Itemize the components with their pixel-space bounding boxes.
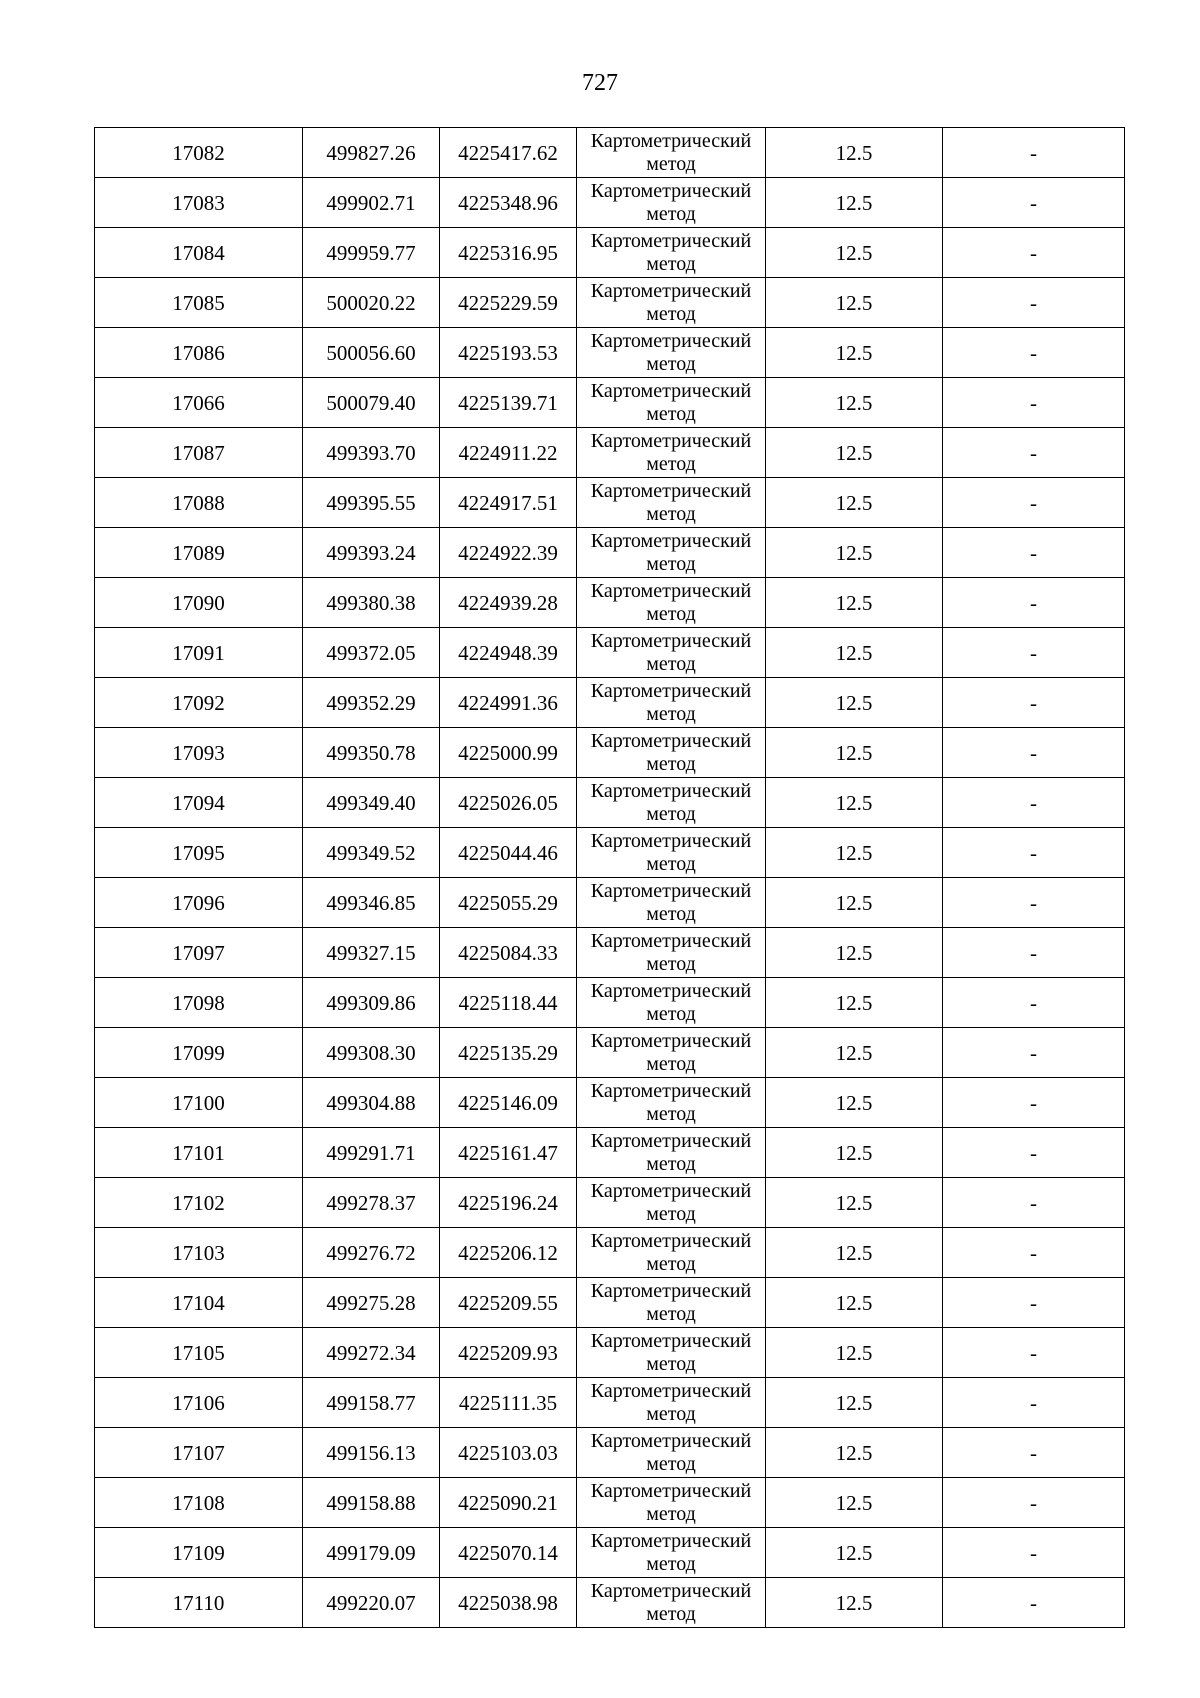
method-line-1: Картометрический [590,279,752,302]
x-coordinate-cell: 499352.29 [303,678,440,728]
table-row [95,178,1125,228]
y-coordinate-cell: 4225038.98 [440,1578,577,1628]
method-cell [577,378,766,428]
method-line-1: Картометрический [590,1529,752,1552]
method-line-2: метод [646,552,696,575]
method-line-2: метод [646,352,696,375]
method-line-2: метод [646,1452,696,1475]
y-coordinate-cell: 4225111.35 [440,1378,577,1428]
accuracy-cell: 12.5 [766,1578,943,1628]
table-row [95,828,1125,878]
method-line-2: метод [646,502,696,525]
method-cell [577,878,766,928]
y-coordinate-cell: 4225206.12 [440,1228,577,1278]
table-row [95,1478,1125,1528]
method-line-1: Картометрический [590,1229,752,1252]
table-row [95,578,1125,628]
note-cell: - [943,1078,1125,1128]
accuracy-cell: 12.5 [766,1378,943,1428]
point-id-cell: 17092 [95,678,303,728]
x-coordinate-cell: 499158.77 [303,1378,440,1428]
method-cell [577,978,766,1028]
x-coordinate-cell: 499278.37 [303,1178,440,1228]
point-id-cell: 17097 [95,928,303,978]
note-cell: - [943,1428,1125,1478]
point-id-cell: 17066 [95,378,303,428]
y-coordinate-cell: 4225044.46 [440,828,577,878]
method-cell [577,528,766,578]
note-cell: - [943,778,1125,828]
table-row [95,278,1125,328]
note-cell: - [943,378,1125,428]
note-cell: - [943,1278,1125,1328]
table-row [95,628,1125,678]
method-line-1: Картометрический [590,479,752,502]
table-row [95,928,1125,978]
page-number: 727 [582,70,618,96]
method-line-2: метод [646,402,696,425]
note-cell: - [943,628,1125,678]
x-coordinate-cell: 499350.78 [303,728,440,778]
note-cell: - [943,328,1125,378]
x-coordinate-cell: 499304.88 [303,1078,440,1128]
method-line-2: метод [646,1152,696,1175]
method-cell [577,128,766,178]
accuracy-cell: 12.5 [766,1478,943,1528]
y-coordinate-cell: 4225070.14 [440,1528,577,1578]
point-id-cell: 17103 [95,1228,303,1278]
method-cell [577,728,766,778]
point-id-cell: 17105 [95,1328,303,1378]
accuracy-cell: 12.5 [766,1328,943,1378]
y-coordinate-cell: 4225229.59 [440,278,577,328]
y-coordinate-cell: 4225118.44 [440,978,577,1028]
method-line-1: Картометрический [590,1029,752,1052]
note-cell: - [943,1328,1125,1378]
table-row [95,1378,1125,1428]
accuracy-cell: 12.5 [766,628,943,678]
x-coordinate-cell: 500056.60 [303,328,440,378]
point-id-cell: 17095 [95,828,303,878]
x-coordinate-cell: 500020.22 [303,278,440,328]
method-line-2: метод [646,702,696,725]
y-coordinate-cell: 4224911.22 [440,428,577,478]
table-row [95,778,1125,828]
note-cell: - [943,728,1125,778]
method-line-2: метод [646,802,696,825]
method-line-2: метод [646,252,696,275]
x-coordinate-cell: 499380.38 [303,578,440,628]
method-line-2: метод [646,852,696,875]
table-row [95,1128,1125,1178]
note-cell: - [943,928,1125,978]
method-cell [577,1578,766,1628]
x-coordinate-cell: 499291.71 [303,1128,440,1178]
note-cell: - [943,128,1125,178]
method-cell [577,828,766,878]
accuracy-cell: 12.5 [766,928,943,978]
method-cell [577,1428,766,1478]
accuracy-cell: 12.5 [766,778,943,828]
x-coordinate-cell: 499309.86 [303,978,440,1028]
x-coordinate-cell: 499156.13 [303,1428,440,1478]
y-coordinate-cell: 4225084.33 [440,928,577,978]
point-id-cell: 17108 [95,1478,303,1528]
method-cell [577,1278,766,1328]
table-row [95,1228,1125,1278]
accuracy-cell: 12.5 [766,178,943,228]
method-line-1: Картометрический [590,679,752,702]
table-row [95,228,1125,278]
method-line-1: Картометрический [590,1479,752,1502]
y-coordinate-cell: 4225209.55 [440,1278,577,1328]
x-coordinate-cell: 499902.71 [303,178,440,228]
accuracy-cell: 12.5 [766,1228,943,1278]
method-cell [577,178,766,228]
method-line-2: метод [646,1602,696,1625]
method-line-1: Картометрический [590,1379,752,1402]
method-line-2: метод [646,302,696,325]
method-line-1: Картометрический [590,729,752,752]
method-line-1: Картометрический [590,929,752,952]
method-cell [577,1328,766,1378]
x-coordinate-cell: 500079.40 [303,378,440,428]
point-id-cell: 17099 [95,1028,303,1078]
note-cell: - [943,1028,1125,1078]
method-line-2: метод [646,1202,696,1225]
method-line-2: метод [646,1402,696,1425]
coordinates-table [94,127,1125,1628]
note-cell: - [943,1578,1125,1628]
method-line-1: Картометрический [590,829,752,852]
accuracy-cell: 12.5 [766,378,943,428]
method-line-1: Картометрический [590,229,752,252]
method-cell [577,228,766,278]
note-cell: - [943,828,1125,878]
accuracy-cell: 12.5 [766,428,943,478]
accuracy-cell: 12.5 [766,128,943,178]
table-row [95,428,1125,478]
y-coordinate-cell: 4225196.24 [440,1178,577,1228]
method-line-2: метод [646,1552,696,1575]
method-line-1: Картометрический [590,1079,752,1102]
method-cell [577,578,766,628]
accuracy-cell: 12.5 [766,578,943,628]
y-coordinate-cell: 4224991.36 [440,678,577,728]
method-line-1: Картометрический [590,879,752,902]
accuracy-cell: 12.5 [766,728,943,778]
method-line-2: метод [646,652,696,675]
method-line-1: Картометрический [590,179,752,202]
x-coordinate-cell: 499959.77 [303,228,440,278]
method-cell [577,1078,766,1128]
x-coordinate-cell: 499327.15 [303,928,440,978]
method-cell [577,1378,766,1428]
method-line-1: Картометрический [590,779,752,802]
y-coordinate-cell: 4224917.51 [440,478,577,528]
point-id-cell: 17087 [95,428,303,478]
table-row [95,878,1125,928]
point-id-cell: 17082 [95,128,303,178]
method-line-2: метод [646,902,696,925]
note-cell: - [943,578,1125,628]
table-row [95,1078,1125,1128]
note-cell: - [943,1528,1125,1578]
x-coordinate-cell: 499308.30 [303,1028,440,1078]
table-row [95,1428,1125,1478]
note-cell: - [943,678,1125,728]
method-line-2: метод [646,452,696,475]
table-row [95,528,1125,578]
y-coordinate-cell: 4224922.39 [440,528,577,578]
method-cell [577,1228,766,1278]
method-line-2: метод [646,1302,696,1325]
method-cell [577,628,766,678]
table-row [95,1028,1125,1078]
accuracy-cell: 12.5 [766,1078,943,1128]
point-id-cell: 17106 [95,1378,303,1428]
x-coordinate-cell: 499276.72 [303,1228,440,1278]
method-cell [577,1528,766,1578]
method-line-2: метод [646,952,696,975]
method-cell [577,1178,766,1228]
method-line-1: Картометрический [590,329,752,352]
table-row [95,128,1125,178]
table-row [95,978,1125,1028]
x-coordinate-cell: 499372.05 [303,628,440,678]
method-line-1: Картометрический [590,1329,752,1352]
accuracy-cell: 12.5 [766,1528,943,1578]
y-coordinate-cell: 4224948.39 [440,628,577,678]
point-id-cell: 17093 [95,728,303,778]
point-id-cell: 17089 [95,528,303,578]
table-row [95,1178,1125,1228]
y-coordinate-cell: 4225000.99 [440,728,577,778]
y-coordinate-cell: 4225146.09 [440,1078,577,1128]
method-line-1: Картометрический [590,629,752,652]
table-row [95,678,1125,728]
method-line-1: Картометрический [590,129,752,152]
y-coordinate-cell: 4225090.21 [440,1478,577,1528]
note-cell: - [943,428,1125,478]
note-cell: - [943,178,1125,228]
accuracy-cell: 12.5 [766,978,943,1028]
x-coordinate-cell: 499395.55 [303,478,440,528]
point-id-cell: 17102 [95,1178,303,1228]
y-coordinate-cell: 4225316.95 [440,228,577,278]
x-coordinate-cell: 499158.88 [303,1478,440,1528]
x-coordinate-cell: 499179.09 [303,1528,440,1578]
method-cell [577,678,766,728]
method-cell [577,1128,766,1178]
point-id-cell: 17083 [95,178,303,228]
note-cell: - [943,528,1125,578]
note-cell: - [943,978,1125,1028]
point-id-cell: 17096 [95,878,303,928]
method-line-2: метод [646,1502,696,1525]
accuracy-cell: 12.5 [766,1278,943,1328]
point-id-cell: 17090 [95,578,303,628]
accuracy-cell: 12.5 [766,228,943,278]
coordinates-table-body [95,128,1125,1628]
note-cell: - [943,1378,1125,1428]
note-cell: - [943,1128,1125,1178]
method-line-2: метод [646,752,696,775]
method-line-2: метод [646,1052,696,1075]
table-row [95,378,1125,428]
method-line-2: метод [646,152,696,175]
point-id-cell: 17100 [95,1078,303,1128]
x-coordinate-cell: 499827.26 [303,128,440,178]
table-row [95,728,1125,778]
point-id-cell: 17104 [95,1278,303,1328]
point-id-cell: 17101 [95,1128,303,1178]
accuracy-cell: 12.5 [766,1028,943,1078]
point-id-cell: 17109 [95,1528,303,1578]
point-id-cell: 17091 [95,628,303,678]
accuracy-cell: 12.5 [766,328,943,378]
table-row [95,1328,1125,1378]
method-line-1: Картометрический [590,1429,752,1452]
point-id-cell: 17110 [95,1578,303,1628]
method-line-2: метод [646,1102,696,1125]
note-cell: - [943,878,1125,928]
accuracy-cell: 12.5 [766,478,943,528]
note-cell: - [943,1178,1125,1228]
table-row [95,1278,1125,1328]
note-cell: - [943,228,1125,278]
method-line-2: метод [646,202,696,225]
note-cell: - [943,1228,1125,1278]
y-coordinate-cell: 4225417.62 [440,128,577,178]
note-cell: - [943,278,1125,328]
method-line-1: Картометрический [590,379,752,402]
table-row [95,1578,1125,1628]
x-coordinate-cell: 499393.24 [303,528,440,578]
point-id-cell: 17084 [95,228,303,278]
y-coordinate-cell: 4225103.03 [440,1428,577,1478]
table-row [95,328,1125,378]
accuracy-cell: 12.5 [766,878,943,928]
accuracy-cell: 12.5 [766,1428,943,1478]
method-line-2: метод [646,1252,696,1275]
x-coordinate-cell: 499220.07 [303,1578,440,1628]
y-coordinate-cell: 4225209.93 [440,1328,577,1378]
note-cell: - [943,478,1125,528]
table-row [95,1528,1125,1578]
x-coordinate-cell: 499393.70 [303,428,440,478]
accuracy-cell: 12.5 [766,678,943,728]
note-cell: - [943,1478,1125,1528]
method-line-1: Картометрический [590,1279,752,1302]
table-row [95,478,1125,528]
point-id-cell: 17088 [95,478,303,528]
x-coordinate-cell: 499272.34 [303,1328,440,1378]
y-coordinate-cell: 4225161.47 [440,1128,577,1178]
point-id-cell: 17086 [95,328,303,378]
method-line-1: Картометрический [590,1179,752,1202]
method-line-1: Картометрический [590,579,752,602]
method-line-1: Картометрический [590,979,752,1002]
method-line-2: метод [646,1002,696,1025]
y-coordinate-cell: 4224939.28 [440,578,577,628]
method-line-1: Картометрический [590,1579,752,1602]
x-coordinate-cell: 499346.85 [303,878,440,928]
y-coordinate-cell: 4225139.71 [440,378,577,428]
y-coordinate-cell: 4225348.96 [440,178,577,228]
method-line-1: Картометрический [590,529,752,552]
accuracy-cell: 12.5 [766,278,943,328]
method-cell [577,278,766,328]
method-cell [577,928,766,978]
method-line-1: Картометрический [590,1129,752,1152]
y-coordinate-cell: 4225026.05 [440,778,577,828]
y-coordinate-cell: 4225055.29 [440,878,577,928]
method-cell [577,1478,766,1528]
method-cell [577,478,766,528]
point-id-cell: 17094 [95,778,303,828]
method-line-2: метод [646,602,696,625]
point-id-cell: 17085 [95,278,303,328]
method-line-1: Картометрический [590,429,752,452]
x-coordinate-cell: 499349.52 [303,828,440,878]
accuracy-cell: 12.5 [766,528,943,578]
y-coordinate-cell: 4225193.53 [440,328,577,378]
point-id-cell: 17098 [95,978,303,1028]
method-cell [577,428,766,478]
accuracy-cell: 12.5 [766,1178,943,1228]
x-coordinate-cell: 499349.40 [303,778,440,828]
method-line-2: метод [646,1352,696,1375]
method-cell [577,1028,766,1078]
accuracy-cell: 12.5 [766,828,943,878]
method-cell [577,778,766,828]
x-coordinate-cell: 499275.28 [303,1278,440,1328]
method-cell [577,328,766,378]
y-coordinate-cell: 4225135.29 [440,1028,577,1078]
accuracy-cell: 12.5 [766,1128,943,1178]
point-id-cell: 17107 [95,1428,303,1478]
